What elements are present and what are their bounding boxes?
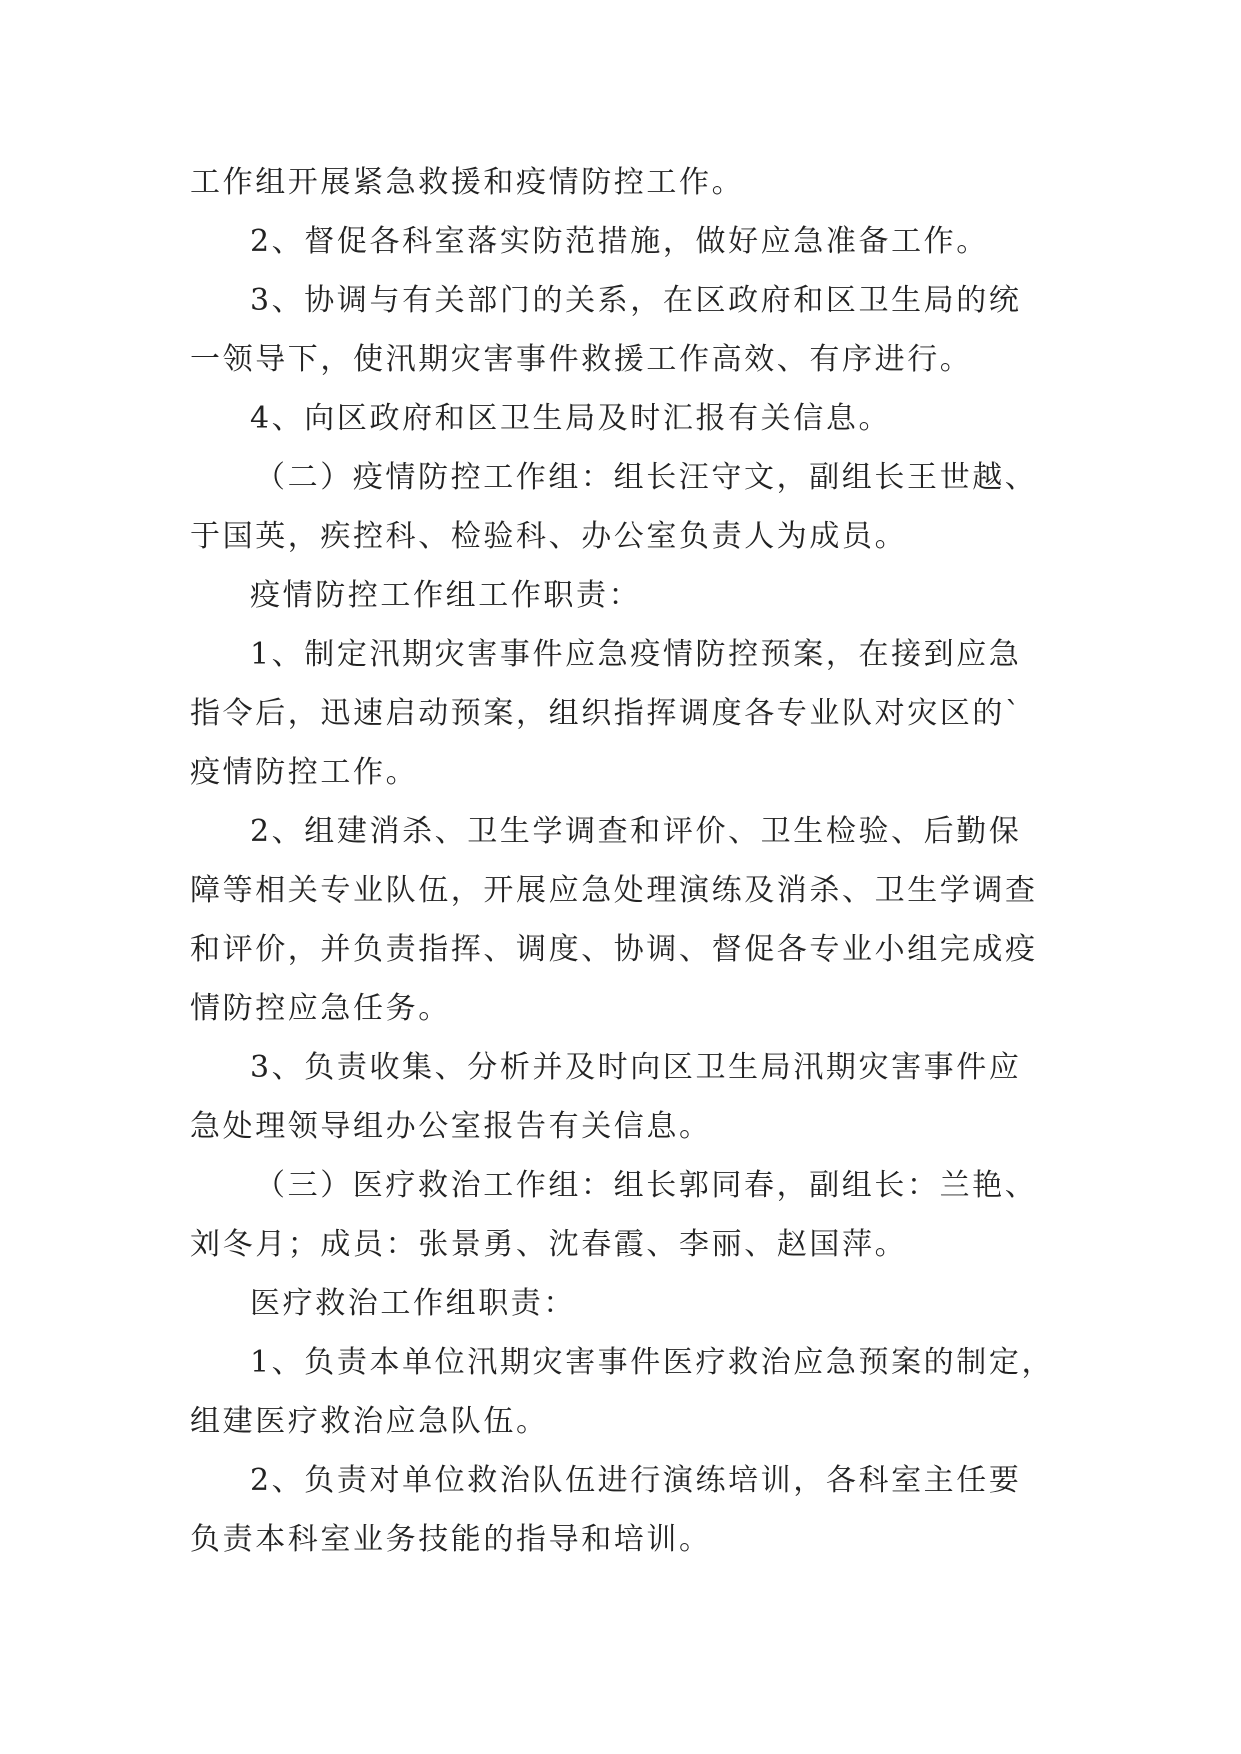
text-line-7: 于国英，疾控科、检验科、办公室负责人为成员。 — [190, 519, 908, 554]
text-line-11: 疫情防控工作。 — [190, 755, 419, 790]
text-line-22: 组建医疗救治应急队伍。 — [190, 1404, 549, 1439]
text-line-10: 指令后，迅速启动预案，组织指挥调度各专业队对灾区的` — [190, 696, 1023, 731]
text-line-16: 3、负责收集、分析并及时向区卫生局汛期灾害事件应 — [250, 1050, 1022, 1085]
text-line-13: 障等相关专业队伍，开展应急处理演练及消杀、卫生学调查 — [190, 873, 1038, 908]
text-line-24: 负责本科室业务技能的指导和培训。 — [190, 1522, 712, 1557]
text-line-9: 1、制定汛期灾害事件应急疫情防控预案，在接到应急 — [250, 637, 1022, 672]
text-line-20: 医疗救治工作组职责： — [250, 1286, 576, 1321]
text-line-19: 刘冬月；成员：张景勇、沈春霞、李丽、赵国萍。 — [190, 1227, 908, 1262]
text-line-5: 4、向区政府和区卫生局及时汇报有关信息。 — [250, 401, 892, 436]
text-line-2: 2、督促各科室落实防范措施，做好应急准备工作。 — [250, 224, 989, 259]
text-line-3: 3、协调与有关部门的关系，在区政府和区卫生局的统 — [250, 283, 1022, 318]
text-line-4: 一领导下，使汛期灾害事件救援工作高效、有序进行。 — [190, 342, 973, 377]
text-line-18: （三）医疗救治工作组：组长郭同春，副组长：兰艳、 — [255, 1168, 1038, 1203]
text-line-14: 和评价，并负责指挥、调度、协调、督促各专业小组完成疫 — [190, 932, 1038, 967]
text-line-21: 1、负责本单位汛期灾害事件医疗救治应急预案的制定， — [250, 1345, 1055, 1380]
text-line-6: （二）疫情防控工作组：组长汪守文，副组长王世越、 — [255, 460, 1038, 495]
text-line-1: 工作组开展紧急救援和疫情防控工作。 — [190, 165, 745, 200]
text-line-15: 情防控应急任务。 — [190, 991, 451, 1026]
text-line-12: 2、组建消杀、卫生学调查和评价、卫生检验、后勤保 — [250, 814, 1022, 849]
text-line-8: 疫情防控工作组工作职责： — [250, 578, 642, 613]
text-line-17: 急处理领导组办公室报告有关信息。 — [190, 1109, 712, 1144]
text-line-23: 2、负责对单位救治队伍进行演练培训，各科室主任要 — [250, 1463, 1022, 1498]
